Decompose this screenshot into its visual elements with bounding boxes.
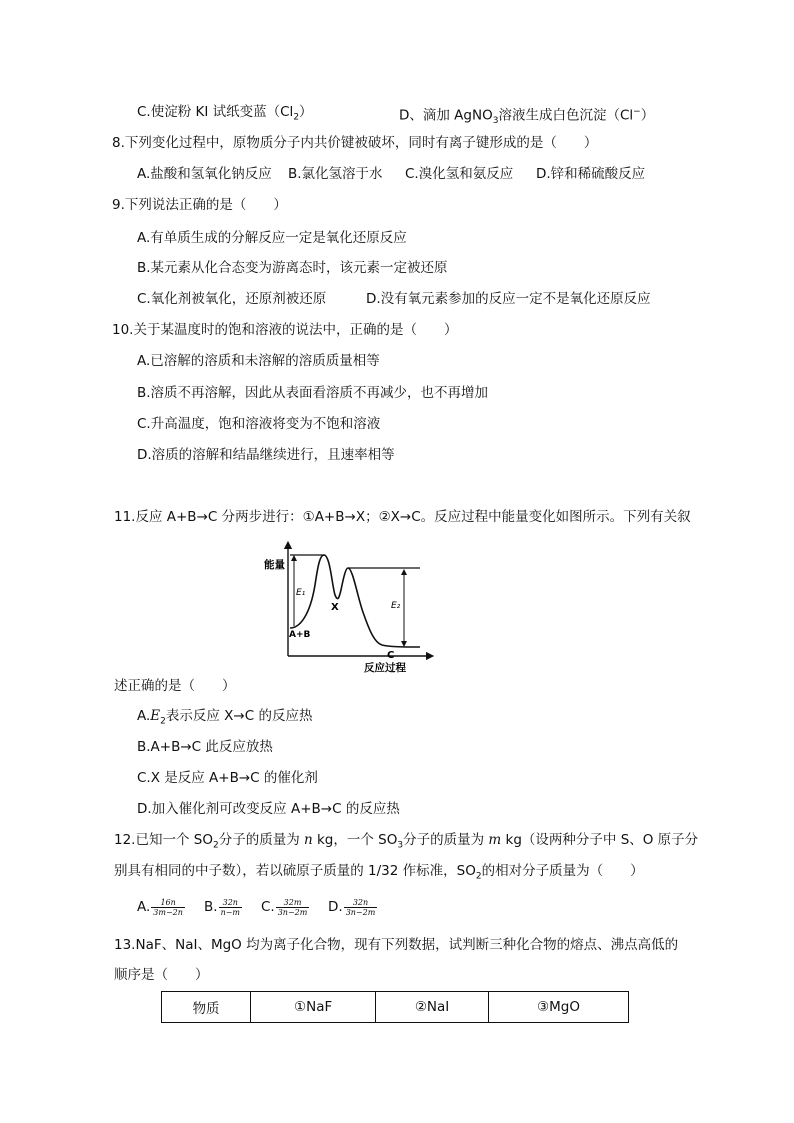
q8-option-c: C.溴化氢和氨反应 bbox=[405, 166, 514, 182]
q8-option-b: B.氯化氢溶于水 bbox=[288, 166, 383, 182]
q10-option-c: C.升高温度，饱和溶液将变为不饱和溶液 bbox=[137, 416, 381, 432]
q9-option-b: B.某元素从化合态变为游离态时，该元素一定被还原 bbox=[137, 260, 448, 276]
q10-stem: 10.关于某温度时的饱和溶液的说法中，正确的是（ ） bbox=[112, 322, 458, 338]
q12-option-c: C. $\frac{32m}{3n-2m}$ bbox=[261, 897, 308, 917]
q11-stem: 11.反应 A+B→C 分两步进行：①A+B→X；②X→C。反应过程中能量变化如图所示。下列有关叙 bbox=[114, 509, 691, 525]
q7-option-c: C.使淀粉 KI 试纸变蓝$(Cl_2)$ bbox=[137, 104, 313, 123]
q9-option-c: C.氧化剂被氧化，还原剂被还原 bbox=[137, 291, 327, 307]
q11-option-b: B.A+B→C 此反应放热 bbox=[137, 739, 273, 755]
x-axis-label: 反应过程 bbox=[364, 662, 406, 674]
q12-stem-line1: 12.已知一个 $SO_2$分子的质量为 n kg，一个 $SO_3$分子的质量为 m kg（设两种分子中 S、O 原子分 bbox=[114, 832, 699, 851]
table-header-cell: ②NaI bbox=[376, 992, 489, 1023]
table-header-cell: 物质 bbox=[162, 992, 251, 1023]
q11-option-d: D.加入催化剂可改变反应 A+B→C 的反应热 bbox=[137, 801, 400, 817]
q13-property-table bbox=[161, 991, 629, 1023]
q13-stem: 13.NaF、NaI、MgO 均为离子化合物，现有下列数据，试判断三种化合物的熔点、沸点高低的 bbox=[114, 937, 679, 953]
e1-label: E₁ bbox=[296, 588, 306, 598]
q11-option-c: C.X 是反应 A+B→C 的催化剂 bbox=[137, 770, 318, 786]
product-label: C bbox=[387, 650, 395, 661]
q10-option-b: B.溶质不再溶解，因此从表面看溶质不再减少，也不再增加 bbox=[137, 385, 489, 401]
y-axis-label: 能量 bbox=[264, 559, 285, 571]
q10-option-a: A.已溶解的溶质和未溶解的溶质质量相等 bbox=[137, 353, 380, 369]
q9-stem: 9.下列说法正确的是（ ） bbox=[112, 197, 287, 213]
q9-option-d: D.没有氧元素参加的反应一定不是氧化还原反应 bbox=[366, 291, 651, 307]
table-header-row bbox=[162, 992, 629, 1023]
q12-stem-line2: 别具有相同的中子数），若以硫原子质量的 1/32 作标准，$SO_2$的相对分子质量为（ ） bbox=[114, 863, 644, 882]
q12-option-d: D. $\frac{32n}{3n-2m}$ bbox=[328, 897, 376, 917]
q9-option-a: A.有单质生成的分解反应一定是氧化还原反应 bbox=[137, 230, 407, 246]
intermediate-label: X bbox=[331, 602, 339, 613]
q8-option-d: D.锌和稀硫酸反应 bbox=[536, 166, 646, 182]
q13-stem-continued: 顺序是（ ） bbox=[114, 967, 209, 983]
e2-label: E₂ bbox=[391, 601, 401, 611]
reactant-label: A+B bbox=[289, 630, 311, 640]
table-header-cell: ①NaF bbox=[251, 992, 376, 1023]
q11-stem-continued: 述正确的是（ ） bbox=[114, 678, 236, 694]
q11-energy-diagram bbox=[260, 540, 440, 675]
q7-option-d: D、滴加 AgNO$_3$溶液生成白色沉淀（Cl−） bbox=[399, 107, 655, 127]
q8-stem: 8.下列变化过程中，原物质分子内共价键被破坏，同时有离子键形成的是（ ） bbox=[112, 135, 598, 151]
q12-option-b: B. $\frac{32n}{n-m}$ bbox=[204, 897, 241, 917]
q10-option-d: D.溶质的溶解和结晶继续进行，且速率相等 bbox=[137, 447, 395, 463]
table-header-cell: ③MgO bbox=[489, 992, 629, 1023]
q8-option-a: A.盐酸和氢氧化钠反应 bbox=[137, 166, 272, 182]
q12-option-a: A. $\frac{16n}{3m-2n}$ bbox=[137, 897, 183, 917]
q11-option-a: $A.E_2$表示反应 X→C 的反应热 bbox=[137, 708, 313, 727]
